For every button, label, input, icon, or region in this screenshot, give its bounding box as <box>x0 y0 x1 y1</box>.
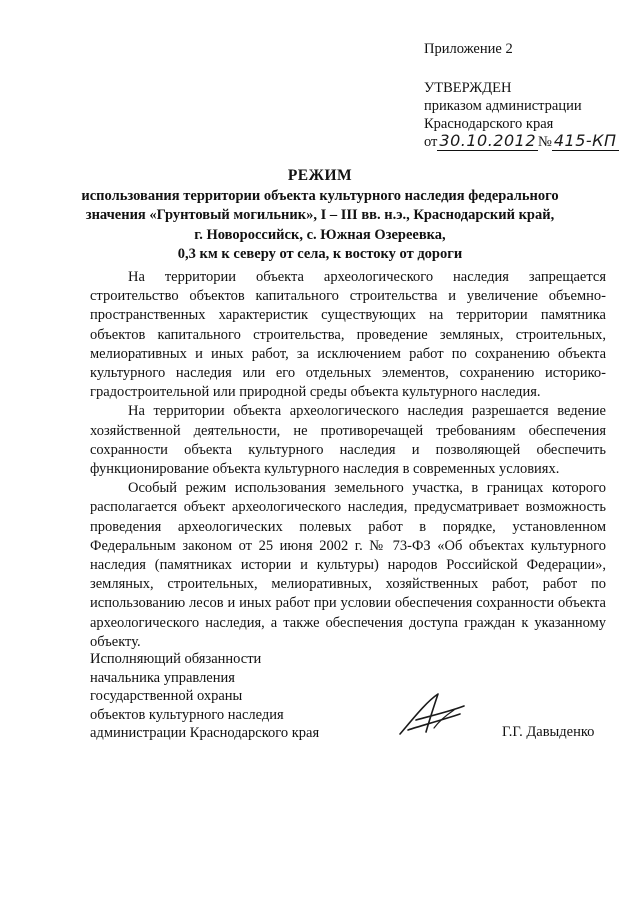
date-prefix: от <box>424 134 438 150</box>
handwritten-signature-icon <box>390 690 470 740</box>
signatory-line-3: государственной охраны <box>90 688 243 704</box>
signatory-position <box>90 650 350 743</box>
signatory-line-4: объектов культурного наследия <box>90 706 284 723</box>
signatory-line-2: начальника управления <box>90 669 235 686</box>
paragraph-permissions: На территории объекта археологического наследия разрешается ведение хозяйственной деятельности, не противоречащей требованиям обеспечения сохранности объекта культурного наследия и позволяющей обеспечить функционирование объекта культурного наследия в современных условиях. <box>90 403 606 478</box>
approval-order-line: приказом администрации <box>424 98 582 114</box>
paragraph-prohibitions: На территории объекта археологического наследия запрещается строительство объектов капитального строительства и увеличение объемно-пространственных характеристик существующих на территории памятника объектов капитального строительства, проведение земляных, строительных, мелиоративных и иных работ, за исключением работ по сохранению объекта культурного наследия или его отдельных элементов, сохранению историко-градостроительной или природной среды объекта культурного наследия. <box>90 269 606 401</box>
approved-label: УТВЕРЖДЕН <box>424 80 512 96</box>
title-line-3: г. Новороссийск, с. Южная Озереевка, <box>194 226 446 243</box>
title-line-4: 0,3 км к северу от села, к востоку от дороги <box>177 246 463 262</box>
approval-date-line <box>424 133 634 151</box>
appendix-label: Приложение 2 <box>424 41 513 57</box>
document-title-block <box>80 166 560 265</box>
approval-region-line: Краснодарского края <box>424 116 554 132</box>
signer-name: Г.Г. Давыденко <box>502 724 595 740</box>
document-heading: РЕЖИМ <box>287 167 353 184</box>
signatory-line-5: администрации Краснодарского края <box>90 725 320 741</box>
title-line-2: значения «Грунтовый могильник», I – III вв. н.э., Краснодарский край, <box>85 207 555 223</box>
title-line-1: использования территории объекта культурного наследия федерального <box>81 187 559 204</box>
order-number-value: 415-КП <box>553 131 617 150</box>
approval-stamp-block <box>424 40 634 151</box>
document-body <box>90 268 606 652</box>
number-prefix: № <box>538 134 552 150</box>
signatory-line-1: Исполняющий обязанности <box>90 651 262 667</box>
date-value: 30.10.2012 <box>439 131 537 150</box>
paragraph-special-regime: Особый режим использования земельного участка, в границах которого располагается объект археологического наследия, предусматривает возможность проведения археологических полевых работ в порядке, установленном Федеральным законом от 25 июня 2002 г. № 73-ФЗ «Об объектах культурного наследия (памятниках истории и культуры) народов Российской Федерации», земляных, строительных, мелиоративных, хозяйственных работ, работ по использованию лесов и иных работ при условии обеспечения сохранности объекта археологического наследия, а также обеспечения доступа граждан к указанному объекту. <box>90 480 606 650</box>
